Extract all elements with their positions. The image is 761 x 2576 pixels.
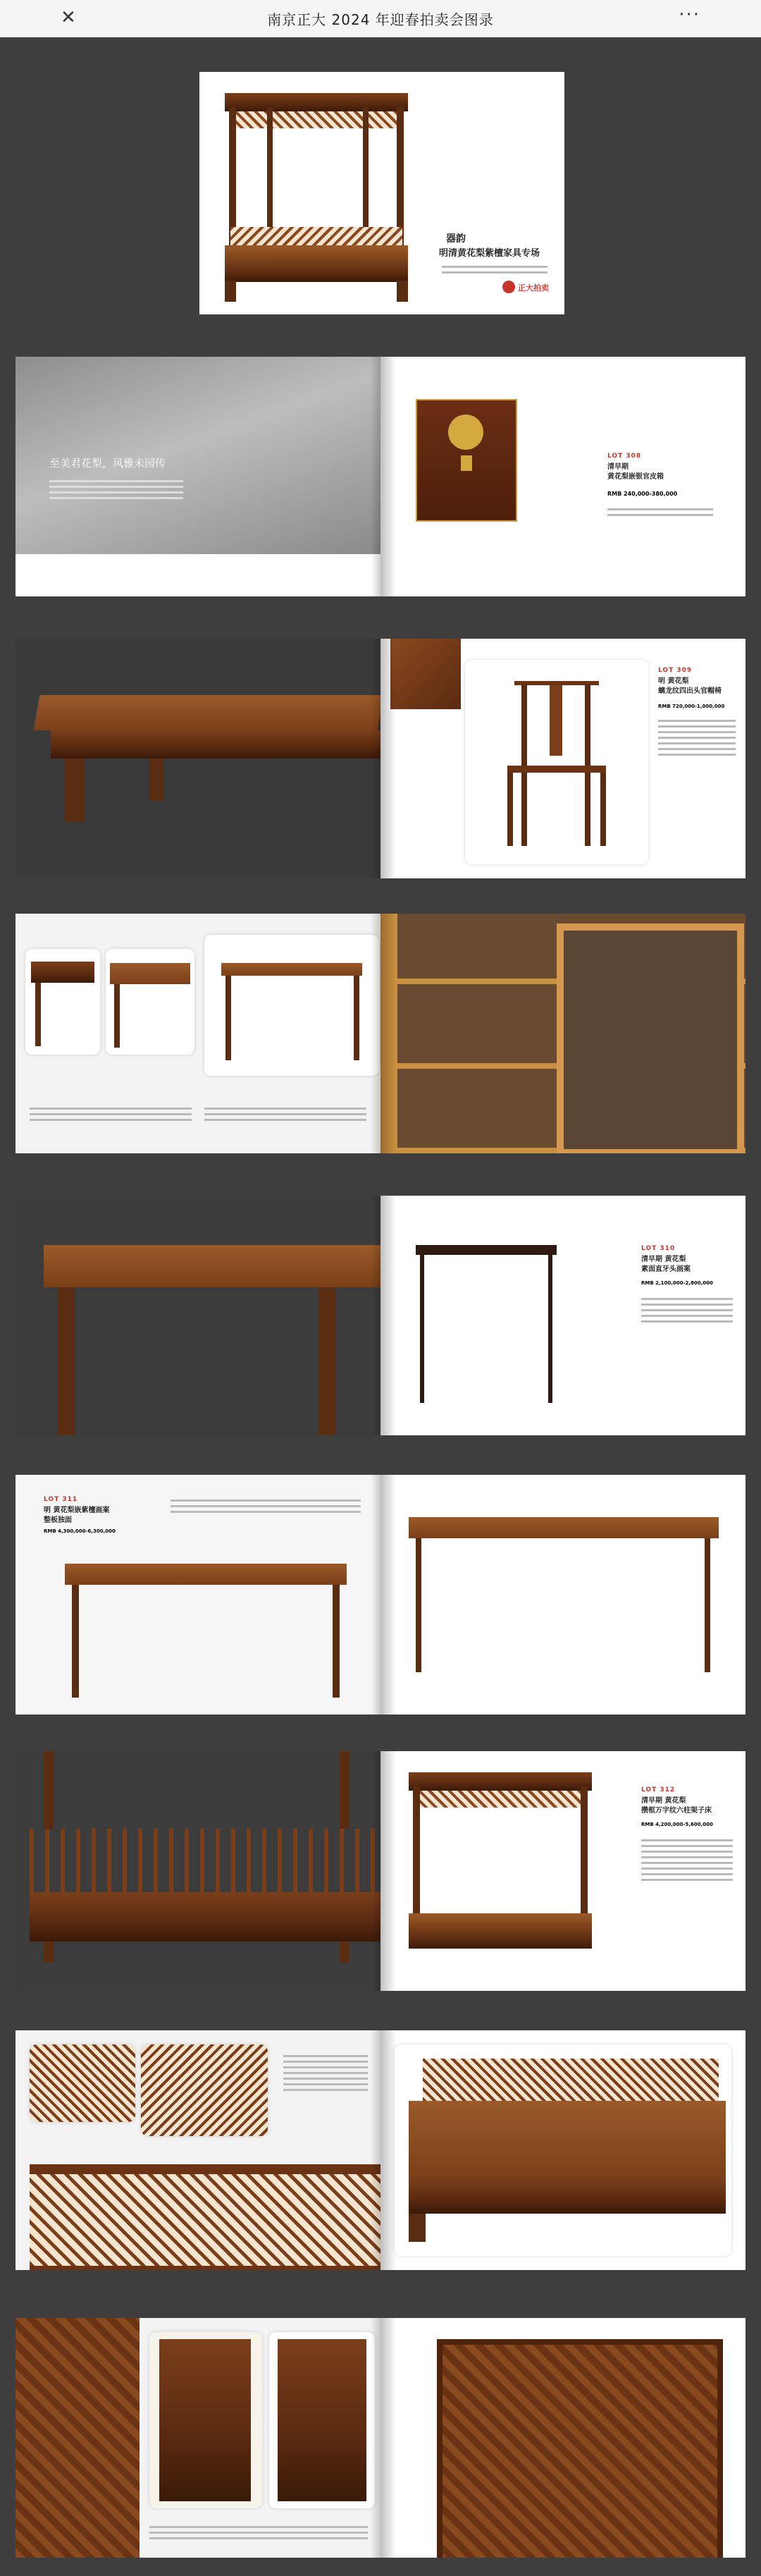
catalog-spread-5[interactable] <box>16 1475 745 1715</box>
lot-title-2: 黄花梨嵌银官皮箱 <box>607 473 664 481</box>
detail-image-1 <box>25 949 100 1055</box>
title-bar <box>0 0 761 37</box>
cover-heading-1: 器韵 <box>446 233 466 245</box>
lot-estimate: RMB 720,000-1,000,000 <box>658 704 725 709</box>
lot-desc-lines <box>641 1294 733 1326</box>
text-block <box>149 2522 368 2543</box>
left-page <box>16 2318 380 2558</box>
lot-title-1: 清早期 <box>607 463 629 471</box>
lot-estimate: RMB 2,100,000-2,800,000 <box>641 1280 713 1286</box>
lot-number: LOT 312 <box>641 1786 676 1793</box>
catalog-spread-7[interactable] <box>16 2030 745 2270</box>
text-block-2 <box>204 1104 366 1124</box>
lot-number: LOT 310 <box>641 1245 676 1252</box>
lot-desc-lines <box>607 505 713 520</box>
catalog-spread-1[interactable] <box>16 357 745 596</box>
right-page <box>380 2318 745 2558</box>
right-page <box>380 357 745 596</box>
table-detail-image <box>44 1245 380 1287</box>
close-icon[interactable]: ✕ <box>61 7 76 28</box>
lot-number: LOT 308 <box>607 453 642 460</box>
left-page <box>16 1196 380 1435</box>
quote-body-lines <box>49 477 183 503</box>
bed-base-image <box>30 1892 380 1942</box>
lot-estimate: RMB 240,000-380,000 <box>607 491 678 497</box>
brand-name: 正大拍卖 <box>518 283 549 293</box>
canopy-bed-image <box>409 1772 592 1970</box>
lot-title-2: 螭龙纹四出头官帽椅 <box>658 687 722 695</box>
lot-estimate: RMB 4,300,000-6,300,000 <box>44 1528 116 1534</box>
left-page <box>16 357 380 596</box>
text-block <box>283 2051 368 2094</box>
painting-table-image <box>416 1245 557 1407</box>
lot-title-2: 攒框万字纹六柱架子床 <box>641 1807 712 1815</box>
detail-image-2 <box>106 949 194 1055</box>
right-page <box>380 639 745 878</box>
table-image <box>37 695 380 822</box>
bed-corner-image <box>395 2044 731 2256</box>
canopy-bed-image <box>225 93 408 305</box>
chair-panel <box>465 660 648 864</box>
cabinet-door-image <box>16 2318 140 2558</box>
catalog-cover[interactable] <box>199 72 564 314</box>
cover-heading-2: 明清黄花梨紫檀家具专场 <box>439 248 540 259</box>
catalog-spread-6[interactable] <box>16 1751 745 1991</box>
lot-title-1: 清早期 黄花梨 <box>641 1256 686 1263</box>
left-page <box>16 914 380 1153</box>
detail-image-1 <box>30 2044 135 2122</box>
painting-table-image <box>65 1564 347 1705</box>
right-page <box>380 1475 745 1715</box>
text-block-1 <box>30 1104 192 1124</box>
chest-image <box>416 399 517 522</box>
cabinet-pair-image <box>269 2332 375 2508</box>
lot-title-1: 明 黄花梨 <box>658 677 689 685</box>
lot-desc-lines <box>641 1836 733 1884</box>
page-title: 南京正大 2024 年迎春拍卖会图录 <box>267 11 494 28</box>
table-image <box>204 935 379 1076</box>
open-cabinet-image <box>149 2332 262 2508</box>
lot-desc-lines <box>171 1496 361 1516</box>
left-page <box>16 1751 380 1991</box>
cabinets-image <box>437 2339 723 2558</box>
carving-detail-image <box>390 639 461 709</box>
quote-text: 至美君花梨，风雅未园传 <box>49 457 166 470</box>
catalog-spread-4[interactable] <box>16 1196 745 1435</box>
right-page <box>380 1196 745 1435</box>
catalog-spread-8[interactable] <box>16 2318 745 2558</box>
left-page <box>16 639 380 878</box>
right-page <box>380 1751 745 1991</box>
detail-image-2 <box>141 2044 268 2136</box>
lot-title-2: 素面直牙头画案 <box>641 1265 691 1273</box>
lot-title-2: 整板独面 <box>44 1516 72 1524</box>
lot-title-1: 清早期 黄花梨 <box>641 1797 686 1805</box>
lattice-panel-image <box>30 2164 380 2270</box>
lot-number: LOT 311 <box>44 1496 78 1503</box>
left-page <box>16 2030 380 2270</box>
lot-desc-lines <box>658 716 736 759</box>
left-page <box>16 1475 380 1715</box>
lot-estimate: RMB 4,200,000-5,600,000 <box>641 1822 713 1827</box>
more-icon[interactable]: ··· <box>679 4 700 25</box>
lot-title-1: 明 黄花梨嵌紫檀画案 <box>44 1507 110 1514</box>
right-page <box>380 2030 745 2270</box>
lot-number: LOT 309 <box>658 667 693 674</box>
cover-subtitle-lines <box>442 262 547 277</box>
painting-table-side-image <box>409 1517 719 1693</box>
right-page <box>380 914 745 1153</box>
brand-logo-icon <box>502 281 515 293</box>
catalog-spread-3[interactable] <box>16 914 745 1153</box>
catalog-spread-2[interactable] <box>16 639 745 878</box>
